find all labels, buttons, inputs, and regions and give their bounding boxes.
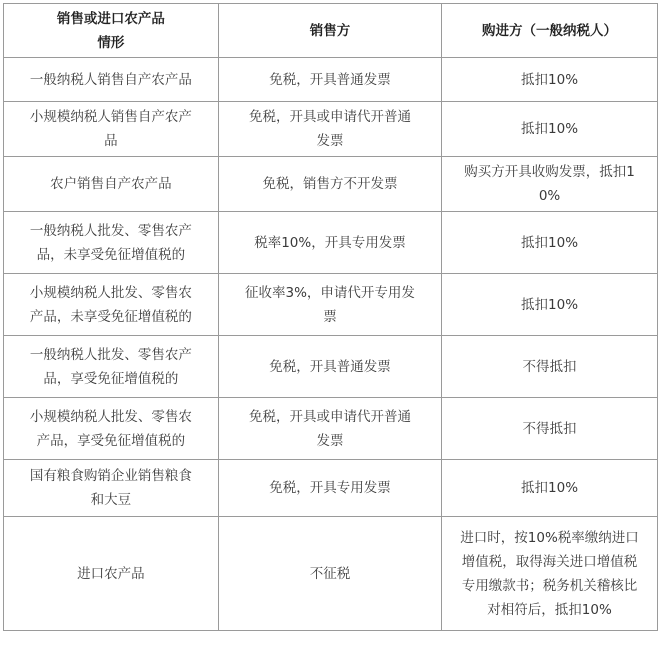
table-row [4, 212, 658, 274]
cell-situation [4, 58, 219, 102]
cell-seller [218, 336, 441, 398]
cell-situation-line: 产品，享受免征增值税的 [36, 432, 186, 449]
header-situation-line-1: 销售或进口农产品 [56, 10, 165, 27]
cell-buyer [442, 460, 658, 517]
cell-seller-line: 不征税 [309, 565, 351, 582]
cell-situation-line: 品，未享受免征增值税的 [36, 246, 186, 263]
cell-buyer [442, 102, 658, 157]
cell-situation [4, 517, 219, 631]
cell-seller [218, 157, 441, 212]
cell-seller-line: 免税，开具或申请代开普通 [248, 408, 411, 425]
cell-buyer-line: 不得抵扣 [522, 420, 577, 437]
header-buyer-text: 购进方（一般纳税人） [482, 22, 618, 39]
cell-situation-line: 进口农产品 [77, 565, 145, 582]
table-row [4, 58, 658, 102]
cell-buyer-line: 抵扣10% [521, 121, 579, 137]
cell-situation [4, 274, 219, 336]
table-row [4, 460, 658, 517]
table-row [4, 398, 658, 460]
cell-situation-line: 一般纳税人销售自产农产品 [29, 71, 192, 88]
cell-situation-line: 小规模纳税人批发、零售农 [29, 284, 192, 301]
table-row [4, 274, 658, 336]
table-container [3, 3, 658, 631]
cell-seller-line: 免税，开具专用发票 [269, 480, 391, 496]
cell-seller-line: 税率10%，开具专用发票 [254, 234, 406, 251]
cell-buyer [442, 58, 658, 102]
cell-seller-line: 免税，开具或申请代开普通 [248, 109, 411, 125]
cell-buyer [442, 517, 658, 631]
cell-seller-line: 票 [323, 308, 337, 325]
cell-situation-line: 国有粮食购销企业销售粮食 [29, 468, 192, 484]
header-situation-line-2: 情形 [97, 34, 125, 51]
table-row [4, 102, 658, 157]
cell-buyer-line: 抵扣10% [521, 71, 579, 88]
header-row [4, 4, 658, 58]
cell-buyer-line: 抵扣10% [521, 234, 579, 251]
cell-seller [218, 58, 441, 102]
header-seller-text: 销售方 [309, 22, 351, 39]
table-row [4, 517, 658, 631]
header-seller [218, 4, 441, 58]
cell-situation [4, 102, 219, 157]
cell-buyer-line: 对相符后，抵扣10% [487, 601, 612, 618]
cell-seller-line: 发票 [316, 133, 344, 149]
cell-seller [218, 460, 441, 517]
cell-buyer-line: 增值税，取得海关进口增值税 [461, 553, 638, 570]
cell-situation-line: 小规模纳税人批发、零售农 [29, 408, 192, 425]
cell-buyer-line: 购买方开具收购发票，抵扣1 [464, 164, 635, 180]
cell-buyer-line: 抵扣10% [521, 296, 579, 313]
cell-buyer [442, 336, 658, 398]
cell-seller-line: 免税，开具普通发票 [269, 71, 391, 88]
cell-situation [4, 212, 219, 274]
cell-buyer [442, 157, 658, 212]
table-row [4, 336, 658, 398]
cell-buyer [442, 398, 658, 460]
cell-buyer-line: 进口时，按10%税率缴纳进口 [460, 529, 639, 546]
cell-buyer [442, 212, 658, 274]
cell-seller-line: 免税，开具普通发票 [269, 358, 391, 375]
cell-seller-line: 发票 [316, 432, 344, 449]
cell-seller [218, 517, 441, 631]
header-situation [4, 4, 219, 58]
cell-buyer-line: 不得抵扣 [522, 358, 577, 375]
agricultural-vat-table [3, 3, 658, 631]
cell-situation-line: 小规模纳税人销售自产农产 [29, 109, 192, 125]
cell-situation [4, 336, 219, 398]
cell-situation-line: 一般纳税人批发、零售农产 [29, 346, 192, 363]
table-row [4, 157, 658, 212]
cell-buyer-line: 专用缴款书；税务机关稽核比 [461, 577, 638, 594]
cell-situation-line: 产品，未享受免征增值税的 [29, 308, 192, 325]
cell-situation [4, 398, 219, 460]
cell-seller [218, 102, 441, 157]
header-buyer [442, 4, 658, 58]
cell-situation [4, 157, 219, 212]
cell-buyer [442, 274, 658, 336]
cell-seller [218, 274, 441, 336]
cell-situation-line: 农户销售自产农产品 [50, 176, 172, 192]
cell-situation-line: 和大豆 [90, 492, 132, 508]
cell-situation-line: 品 [104, 133, 118, 149]
cell-seller [218, 212, 441, 274]
cell-seller [218, 398, 441, 460]
cell-buyer-line: 0% [538, 188, 561, 204]
cell-seller-line: 免税，销售方不开发票 [262, 176, 398, 192]
table-body [4, 58, 658, 631]
cell-buyer-line: 抵扣10% [521, 480, 579, 496]
cell-seller-line: 征收率3%，申请代开专用发 [245, 284, 415, 301]
cell-situation-line: 一般纳税人批发、零售农产 [29, 222, 192, 239]
cell-situation-line: 品，享受免征增值税的 [43, 370, 179, 387]
cell-situation [4, 460, 219, 517]
